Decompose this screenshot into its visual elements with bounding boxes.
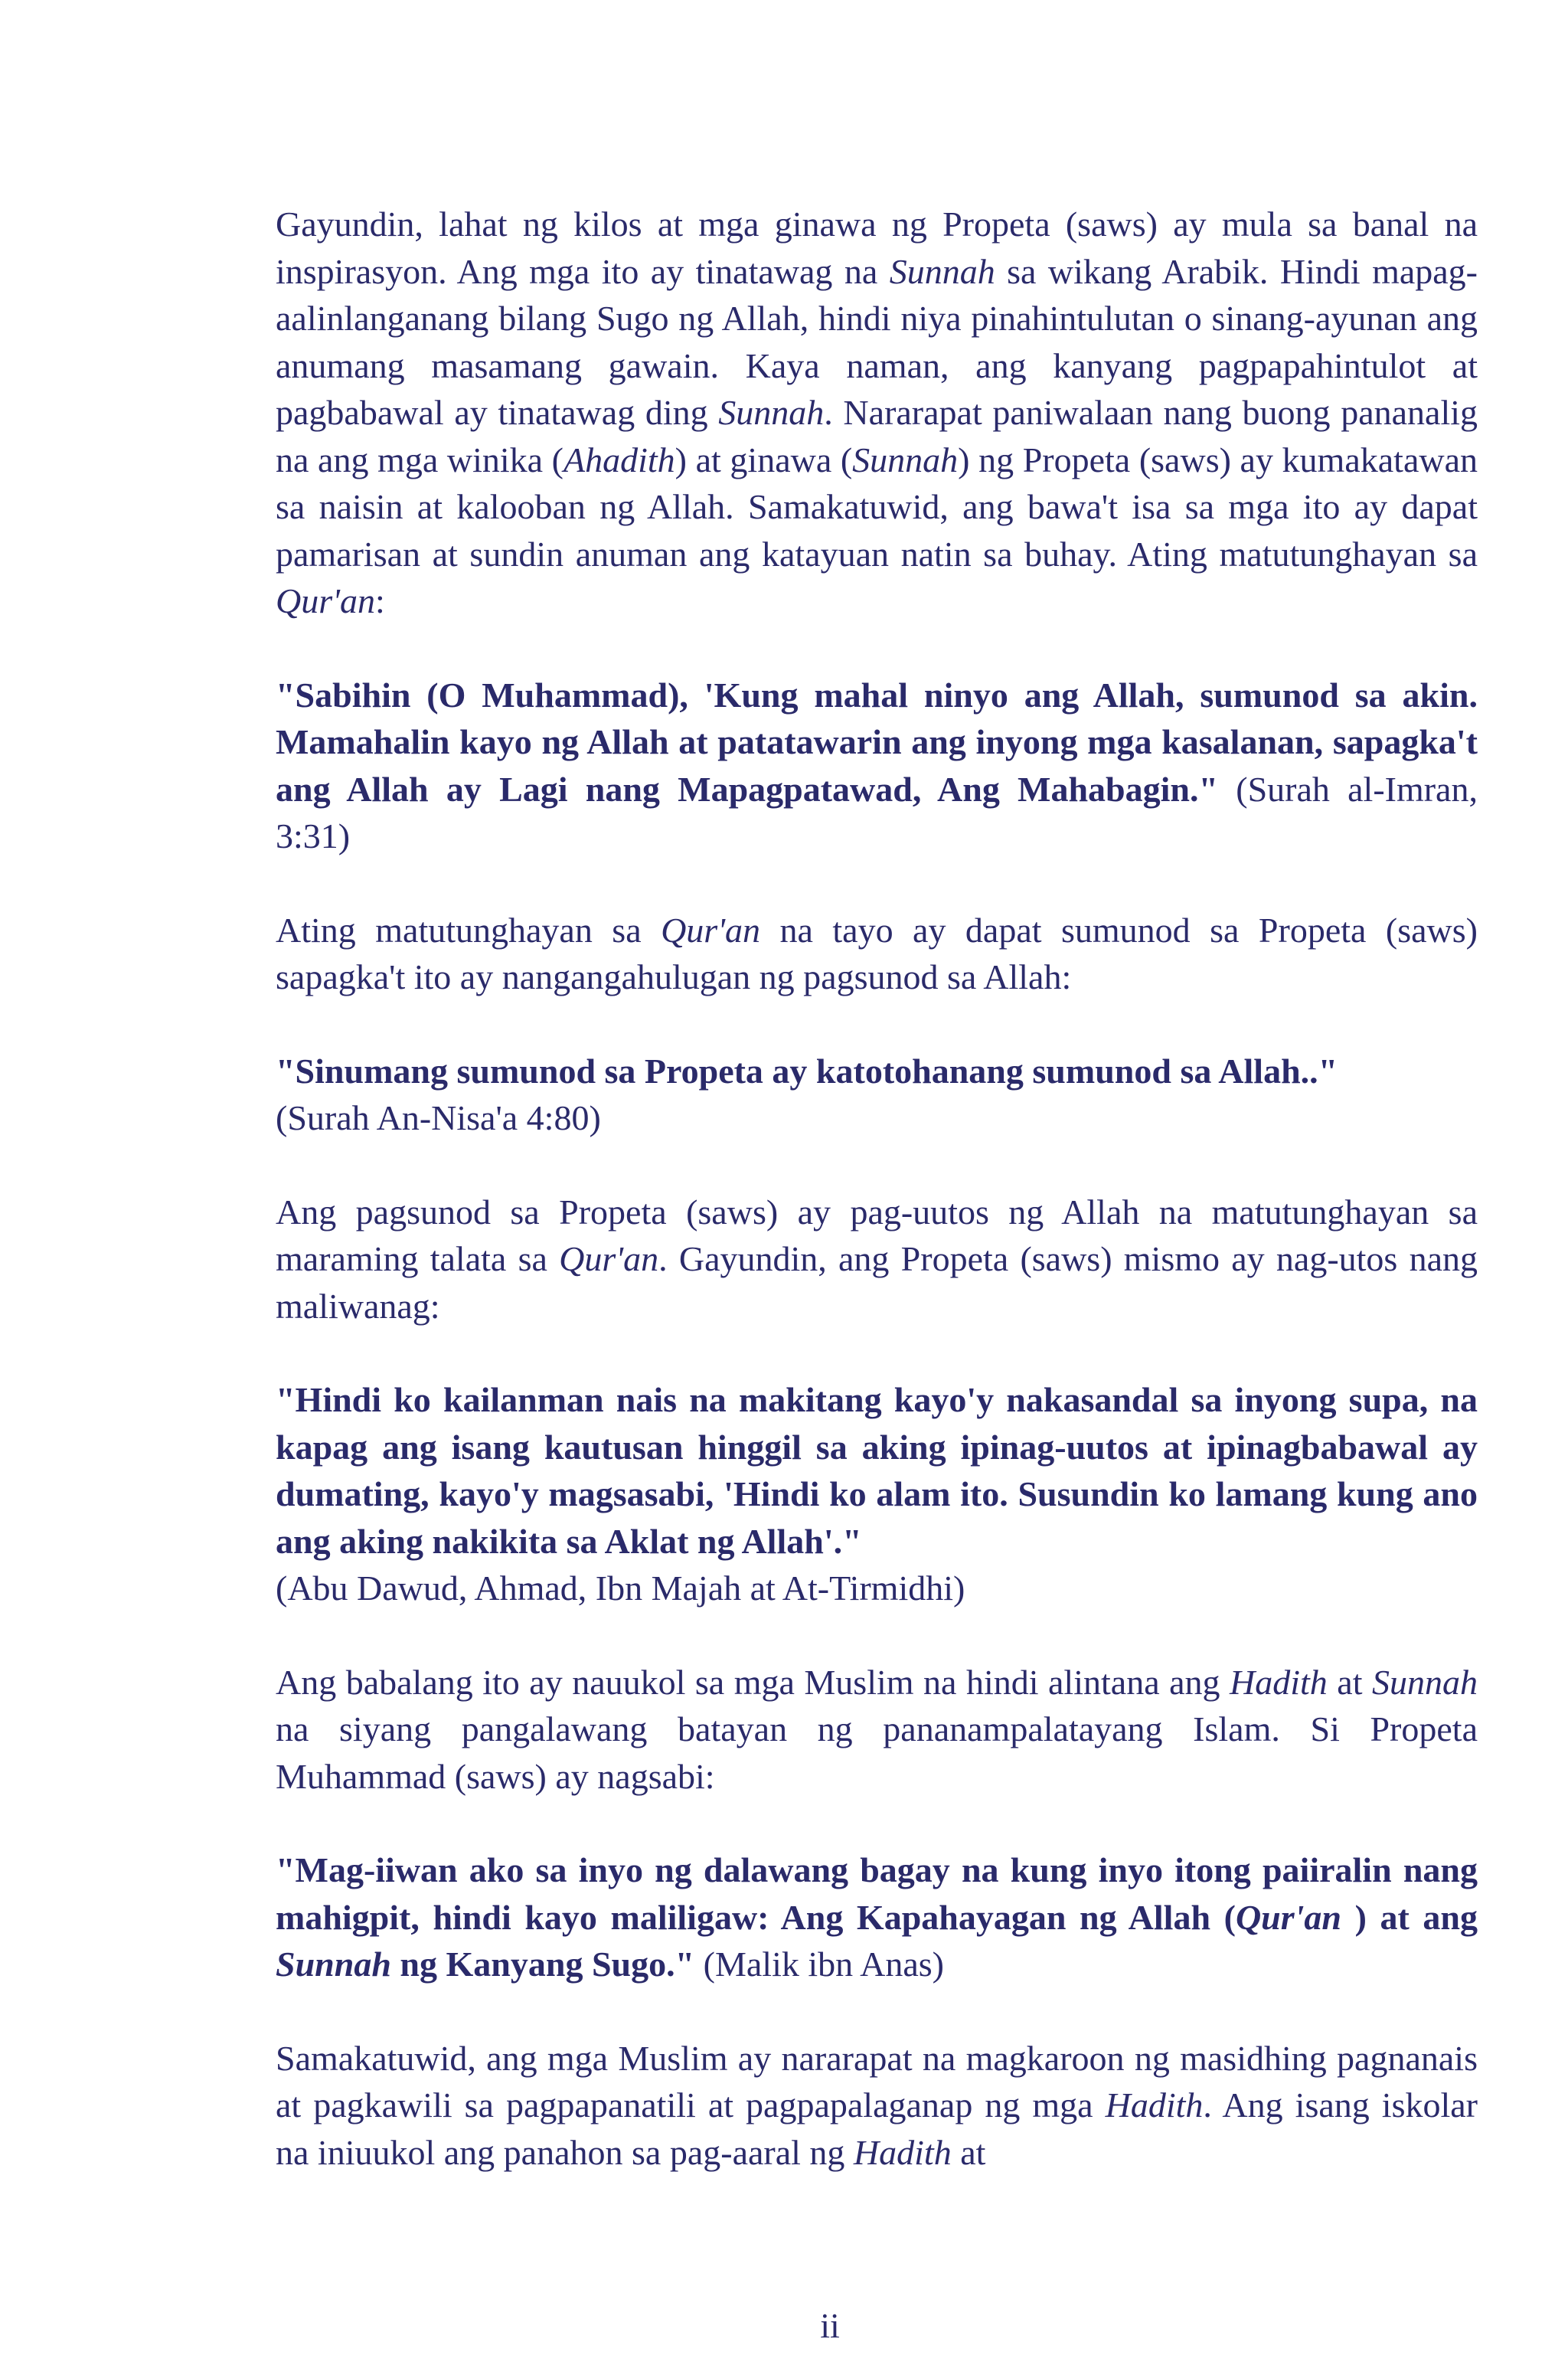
text-run: ) at ginawa ( [675,440,853,479]
italic-term: Qur'an [1235,1897,1342,1937]
paragraph-conclusion [276,2035,1478,2177]
text-run: ) ng Propeta (saws) ay kumakatawan sa naisin at kalooban ng Allah. Samakatuwid, ang bawa't isa sa mga ito ay dapat pamarisan at sundin anuman ang katayuan natin sa buhay. Ating matutunghayan sa [276,440,1478,574]
quote-text: "Sabihin (O Muhammad), 'Kung mahal ninyo ang Allah, sumunod sa akin. Mamahalin kayo ng Allah at patatawarin ang inyong mga kasalanan, sapagka't ang Allah ay Lagi nang Mapagpatawad, Ang Mahabagin." [276,675,1478,809]
quote-text: "Sinumang sumunod sa Propeta ay katotohanang sumunod sa Allah.." [276,1051,1338,1091]
quote-two-things [276,1846,1478,1988]
italic-term: Hadith [1105,2085,1204,2124]
text-run: . Gayundin, ang Propeta (saws) mismo ay nag-utos nang maliwanag: [276,1239,1478,1326]
quote-citation: (Surah An-Nisa'a 4:80) [276,1098,601,1137]
text-run: at [951,2132,986,2172]
text-run: Ang babalang ito ay nauukol sa mga Muslim na hindi alintana ang [276,1662,1230,1702]
italic-term: Sunnah [1372,1662,1478,1702]
italic-term: Sunnah [718,393,825,432]
quote-citation: (Surah al-Imran, 3:31) [276,769,1478,855]
italic-term: Ahadith [564,440,675,479]
text-run: na siyang pangalawang batayan ng pananampalatayang Islam. Si Propeta Muhammad (saws) ay nagsabi: [276,1709,1478,1796]
paragraph-intro [276,201,1478,625]
quote-hadith-supa [276,1376,1478,1612]
page-body [276,201,1478,2176]
text-run: : [374,581,385,620]
paragraph-follow [276,907,1478,1001]
italic-term: Hadith [1230,1662,1328,1702]
italic-term: Sunnah [852,440,959,479]
text-run: . Ang isang iskolar na iniuukol ang panahon sa pag-aaral ng [276,2085,1478,2172]
paragraph-warning [276,1659,1478,1801]
quote-nisa [276,1048,1478,1142]
quote-text: ng Kanyang Sugo." [390,1945,695,1984]
quote-text: "Hindi ko kailanman nais na makitang kayo'y nakasandal sa inyong supa, na kapag ang isang kautusan hinggil sa aking ipinag-uutos at ipinagbabawal ay dumating, kayo'y magsasabi, 'Hindi ko alam ito. Susundin ko lamang kung ano ang aking nakikita sa Aklat ng Allah'." [276,1380,1478,1561]
page-number: ii [820,2306,840,2345]
text-run: Ang pagsunod sa Propeta (saws) ay pag-uutos ng Allah na matutunghayan sa maraming talata sa [276,1192,1478,1278]
text-run: Samakatuwid, ang mga Muslim ay nararapat na magkaroon ng masidhing pagnanais at pagkawili sa pagpapanatili at pagpapalaganap ng mga [276,2038,1478,2124]
italic-term: Sunnah [889,251,995,291]
text-run: sa wikang Arabik. Hindi mapag-aalinlanganang bilang Sugo ng Allah, hindi niya pinahintulutan o sinang-ayunan ang anumang masamang gawain. Kaya naman, ang kanyang pagpapahintulot at pagbabawal ay tinatawag ding [276,251,1478,432]
text-run: Gayundin, lahat ng kilos at mga ginawa ng Propeta (saws) ay mula sa banal na inspirasyon. Ang mga ito ay tinatawag na [276,204,1478,291]
text-run: at [1327,1662,1373,1702]
quote-citation: (Malik ibn Anas) [694,1945,944,1984]
italic-term: Qur'an [661,910,761,950]
italic-term: Qur'an [559,1239,659,1278]
text-run: na tayo ay dapat sumunod sa Propeta (saws) sapagka't ito ay nangangahulugan ng pagsunod sa Allah: [276,910,1478,996]
quote-citation: (Abu Dawud, Ahmad, Ibn Majah at At-Tirmidhi) [276,1568,965,1608]
italic-term: Sunnah [276,1945,391,1984]
quote-imran [276,672,1478,860]
italic-term: Hadith [853,2132,952,2172]
paragraph-command [276,1189,1478,1330]
text-run: Ating matutunghayan sa [276,910,662,950]
italic-term: Qur'an [276,581,375,620]
quote-text: "Mag-iiwan ako sa inyo ng dalawang bagay na kung inyo itong paiiralin nang mahigpit, hindi kayo maliligaw: Ang Kapahayagan ng Allah ( [276,1850,1478,1937]
quote-text: ) at ang [1341,1897,1478,1937]
text-run: . Nararapat paniwalaan nang buong pananalig na ang mga winika ( [276,393,1478,479]
